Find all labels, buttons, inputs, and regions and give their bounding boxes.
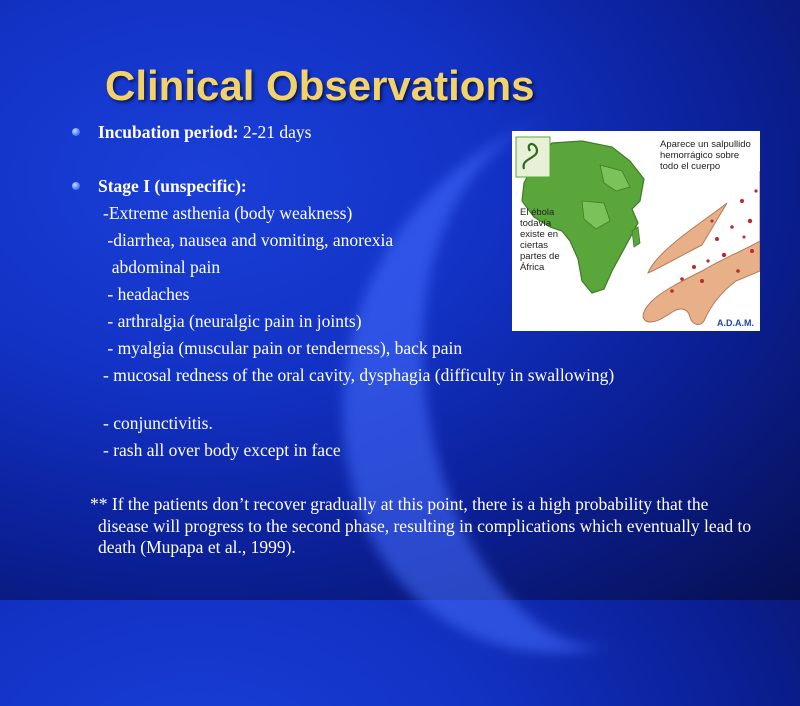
slide-title: Clinical Observations bbox=[105, 62, 535, 109]
incubation-line bbox=[98, 122, 311, 143]
ebola-figure bbox=[512, 131, 760, 331]
stage-line bbox=[98, 176, 247, 197]
symptom-item: -Extreme asthenia (body weakness) bbox=[103, 203, 353, 223]
symptom-item: - rash all over body except in face bbox=[103, 440, 341, 460]
stage-label: Stage I (unspecific): bbox=[98, 176, 247, 196]
symptom-item: -diarrhea, nausea and vomiting, anorexia bbox=[103, 230, 394, 250]
incubation-label: Incubation period: bbox=[98, 122, 239, 142]
symptom-item: - myalgia (muscular pain or tenderness), back pain bbox=[103, 338, 463, 358]
incubation-value: 2-21 days bbox=[238, 122, 312, 142]
bullet-dot bbox=[72, 182, 80, 190]
symptom-item: - headaches bbox=[103, 284, 190, 304]
arm-illustration bbox=[643, 171, 760, 324]
symptom-item: - conjunctivitis. bbox=[103, 413, 213, 433]
virus-icon bbox=[516, 137, 550, 177]
progression-note: ** If the patients don’t recover gradually at this point, there is a high probability that the disease will progress to the second phase, resulting in complications which eventually lead to death (Mupapa et al., 1999). bbox=[90, 494, 752, 557]
bullet-dot bbox=[72, 128, 80, 136]
figure-caption-right: Aparece un salpullido hemorrágico sobre todo el cuerpo bbox=[660, 139, 751, 172]
symptom-item: - arthralgia (neuralgic pain in joints) bbox=[103, 311, 362, 331]
symptom-item: abdominal pain bbox=[103, 257, 221, 277]
symptom-item: - mucosal redness of the oral cavity, dysphagia (difficulty in swallowing) bbox=[103, 365, 615, 385]
adam-logo: A.D.A.M. bbox=[717, 318, 754, 328]
figure-caption-left: El ébola todavía existe en ciertas partes de África bbox=[520, 207, 560, 273]
